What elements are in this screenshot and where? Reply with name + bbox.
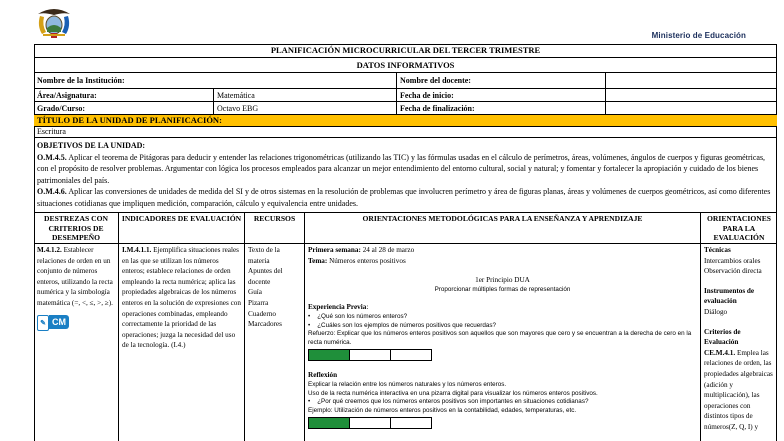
instruments-heading: Instrumentos de evaluación (704, 286, 755, 306)
objective-2: O.M.4.6. Aplicar las conversiones de unidades de medida del SI y de otros sistemas en la resolución de problemas que involucren perímetro y área de figuras planas, áreas y volúmenes de cuerpos geométricos, así como diferentes situaciones cotidianas que impliquen medición, comparación, cálculo y equivalencia entre unidades. (37, 187, 771, 208)
week-line: Primera semana: 24 al 28 de marzo (308, 246, 415, 254)
end-value (606, 102, 777, 114)
methodology-cell (305, 244, 701, 441)
prior-question-1: • ¿Qué son los números enteros? (308, 312, 408, 320)
content-row (34, 244, 777, 441)
reinforcement-text: Refuerzo: Explicar que los números enteros positivos son aquellos que son mayores que cero y se encuentran a la derecha de cero en la recta numérica. (308, 330, 692, 346)
resource-item: Apuntes del docente (248, 267, 283, 286)
resources-cell (245, 244, 305, 441)
unit-title-label: TÍTULO DE LA UNIDAD DE PLANIFICACIÓN: (34, 115, 777, 127)
evaluation-cell (701, 244, 777, 441)
teacher-label: Nombre del docente: (397, 73, 606, 88)
progress-fill (309, 418, 350, 428)
topic-line: Tema: Números enteros positivos (308, 256, 406, 265)
reflection-question: • ¿Por qué creemos que los números enteros positivos son importantes en situaciones cotidianas? (308, 398, 589, 406)
grade-label: Grado/Curso: (34, 102, 214, 114)
reflection-line-2: Uso de la recta numérica interactiva en una pizarra digital para visualizar los números enteros positivos. (308, 389, 598, 397)
unit-title-value: Escritura (34, 127, 777, 138)
reflection-line-1: Explicar la relación entre los números naturales y los números enteros. (308, 380, 507, 388)
skills-cell (34, 244, 119, 441)
grade-value: Octavo EBG (214, 102, 397, 114)
indicator-text: I.M.4.1.1. Ejemplifica situaciones reales en las que se utilizan los números enteros; establece relaciones de orden empleando la recta numérica; aplica las propiedades algebraicas de los números enteros en la solución de expresiones con operaciones combinadas, empleando correctamente la prioridad de las operaciones; juzga la necesidad del uso de la tecnología. (I.4.) (122, 246, 241, 350)
objectives-section (34, 138, 777, 213)
prior-question-2: • ¿Cuáles son los ejemplos de números positivos que recuerdas? (308, 321, 497, 329)
dua-subtitle: Proporcionar múltiples formas de representación (434, 285, 571, 293)
info-row-grade (34, 102, 777, 115)
info-row-institution (34, 73, 777, 89)
area-label: Área/Asignatura: (34, 89, 214, 101)
resource-item: Guía (248, 288, 262, 297)
ministry-label: Ministerio de Educación (651, 31, 746, 40)
reflection-heading: Reflexión (308, 371, 338, 380)
resource-item: Cuaderno (248, 309, 276, 318)
indicators-cell (119, 244, 245, 441)
dua-title: 1er Principio DUA (475, 276, 530, 285)
technique-item: Observación directa (704, 267, 762, 276)
progress-bar-prior (308, 349, 432, 361)
col-header-skills: DESTREZAS CON CRITERIOS DE DESEMPEÑO (34, 213, 119, 243)
resource-item: Pizarra (248, 298, 269, 307)
col-header-resources: RECURSOS (245, 213, 305, 243)
objectives-label: OBJETIVOS DE LA UNIDAD: (37, 141, 146, 150)
example-text: Ejemplo: Utilización de números enteros positivos en la contabilidad, edades, temperaturas, etc. (308, 406, 577, 414)
col-header-evaluation: ORIENTACIONES PARA LA EVALUACIÓN (707, 214, 771, 242)
cm-badge: ✎ CM (37, 312, 115, 331)
skill-text: M.4.1.2. Establecer relaciones de orden en un conjunto de números enteros, utilizando la recta numérica y la simbología matemática (=, <, ≤, >, ≥). (37, 246, 113, 307)
start-value (606, 89, 777, 101)
col-header-indicators: INDICADORES DE EVALUACIÓN (119, 213, 245, 243)
area-value: Matemática (214, 89, 397, 101)
resource-item: Marcadores (248, 320, 282, 329)
technique-item: Intercambios orales (704, 256, 761, 265)
criteria-heading: Criterios de Evaluación (704, 327, 741, 347)
end-label: Fecha de finalización: (397, 102, 606, 114)
document-title: PLANIFICACIÓN MICROCURRICULAR DEL TERCER TRIMESTRE (34, 44, 777, 58)
section-title: DATOS INFORMATIVOS (34, 58, 777, 73)
col-header-methodology: ORIENTACIONES METODOLÓGICAS PARA LA ENSEÑANZA Y APRENDIZAJE (305, 213, 701, 243)
pencil-icon: ✎ (37, 315, 49, 331)
instrument-item: Diálogo (704, 307, 728, 316)
prior-experience-heading: Experiencia Previa: (308, 303, 369, 312)
institution-label: Nombre de la Institución: (34, 73, 397, 88)
objective-1: O.M.4.5. Aplicar el teorema de Pitágoras para deducir y entender las relaciones trigonométricas (utilizando las TIC) y las fórmulas usadas en el cálculo de perímetros, áreas, volúmenes, ángulos de cuerpos y figuras geométricas, con el propósito de resolver problemas. Argumentar con lógica los procesos empleados para alcanzar un mejor entendimiento del entorno cultural, social y natural; y fomentar y fortalecer la apropiación y cuidado de los bienes patrimoniales del país. (37, 152, 766, 185)
ecuador-coat-of-arms-logo (34, 6, 74, 40)
resource-item: Texto de la materia (248, 246, 280, 265)
teacher-value (606, 73, 777, 88)
criteria-text: CE.M.4.1. Emplea las relaciones de orden, las propiedades algebraicas (adición y multiplicación), las operaciones con distintos tipos de números(Z, Q, I) y (704, 348, 773, 431)
progress-fill (309, 350, 350, 360)
techniques-heading: Técnicas (704, 246, 731, 254)
start-label: Fecha de inicio: (397, 89, 606, 101)
info-row-area (34, 89, 777, 102)
column-header-row (34, 213, 777, 244)
progress-bar-reflection (308, 417, 432, 429)
